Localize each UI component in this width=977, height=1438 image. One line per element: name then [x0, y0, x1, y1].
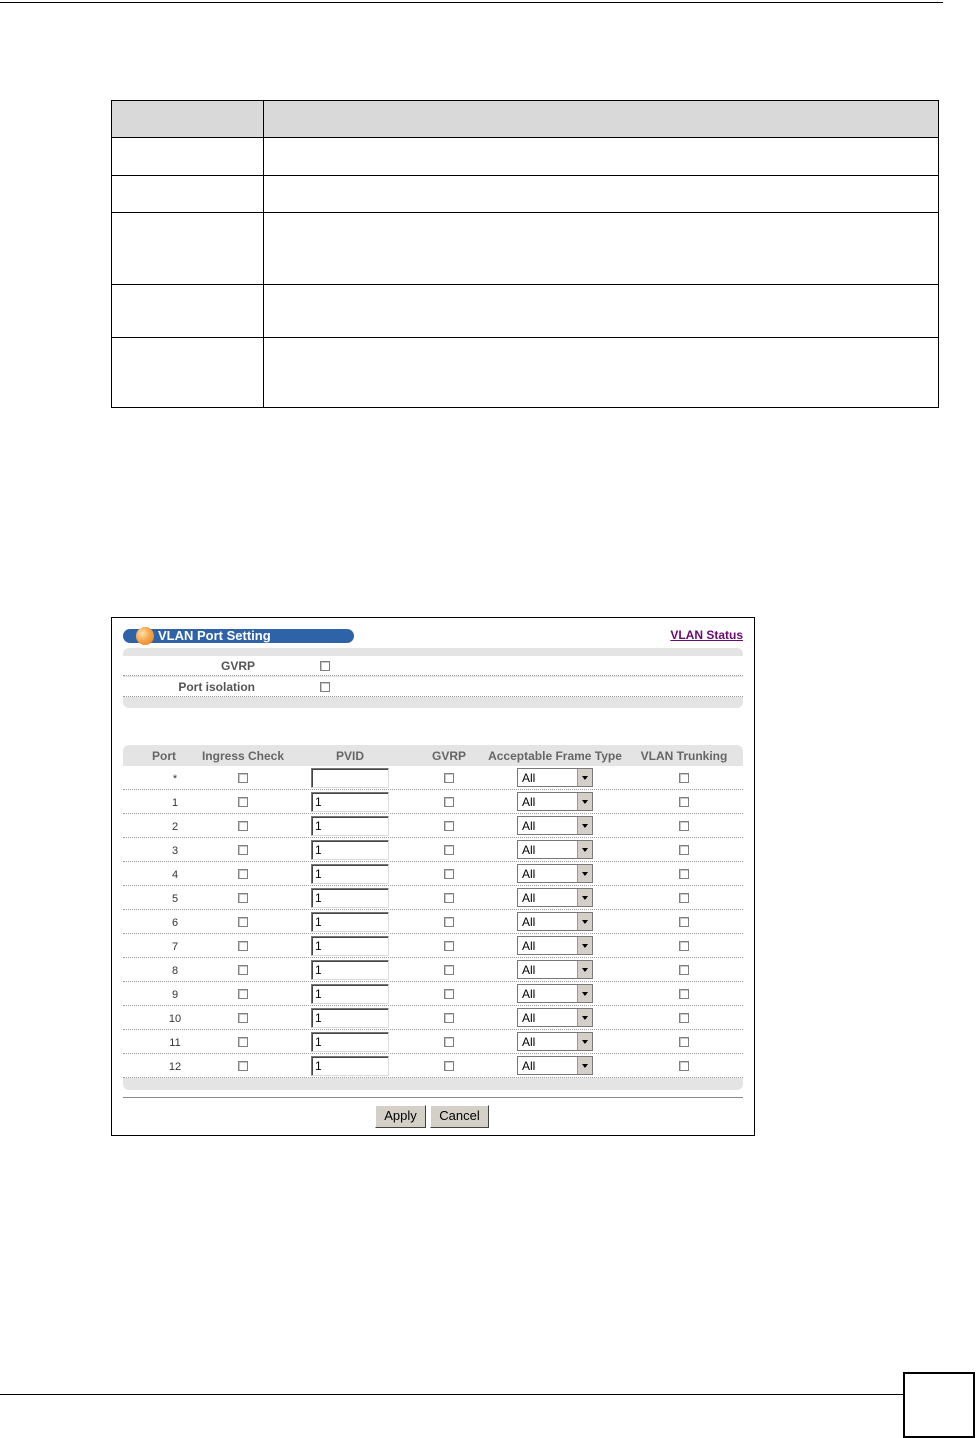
- column-header-vlan-trunking: VLAN Trunking: [640, 749, 728, 763]
- page-number-box: [903, 1372, 975, 1438]
- port-number: 6: [171, 917, 179, 929]
- chevron-down-icon[interactable]: [577, 817, 592, 834]
- port-isolation-label: Port isolation: [178, 680, 255, 694]
- vlan-status-link[interactable]: VLAN Status: [670, 628, 743, 642]
- ingress-check-checkbox[interactable]: [238, 1037, 248, 1047]
- gvrp-port-checkbox[interactable]: [444, 821, 454, 831]
- pvid-input[interactable]: [311, 768, 389, 788]
- vlan-trunking-checkbox[interactable]: [679, 941, 689, 951]
- port-number: 11: [169, 1037, 181, 1049]
- chevron-down-icon[interactable]: [577, 937, 592, 954]
- chevron-down-icon[interactable]: [577, 913, 592, 930]
- pvid-input[interactable]: 1: [311, 840, 389, 860]
- frame-type-select[interactable]: [517, 864, 593, 883]
- table-row: [123, 838, 743, 862]
- vlan-trunking-checkbox[interactable]: [679, 845, 689, 855]
- gvrp-port-checkbox[interactable]: [444, 1061, 454, 1071]
- description-table-column-divider: [263, 101, 264, 407]
- pvid-input[interactable]: 1: [311, 960, 389, 980]
- pvid-input[interactable]: 1: [311, 792, 389, 812]
- frame-type-value: All: [522, 939, 536, 953]
- table-row: [123, 958, 743, 982]
- vlan-trunking-checkbox[interactable]: [679, 917, 689, 927]
- gvrp-port-checkbox[interactable]: [444, 845, 454, 855]
- ingress-check-checkbox[interactable]: [238, 965, 248, 975]
- pvid-input[interactable]: 1: [311, 936, 389, 956]
- pvid-input[interactable]: 1: [311, 864, 389, 884]
- table-row: [123, 766, 743, 790]
- vlan-trunking-checkbox[interactable]: [679, 773, 689, 783]
- frame-type-select[interactable]: [517, 816, 593, 835]
- gvrp-label: GVRP: [220, 659, 255, 673]
- pvid-input[interactable]: 1: [311, 1008, 389, 1028]
- table-row: [123, 1006, 743, 1030]
- vlan-trunking-checkbox[interactable]: [679, 1013, 689, 1023]
- port-number: 7: [171, 941, 179, 953]
- port-number: 10: [168, 1013, 182, 1025]
- pvid-input[interactable]: 1: [311, 816, 389, 836]
- chevron-down-icon[interactable]: [577, 793, 592, 810]
- gvrp-port-checkbox[interactable]: [444, 989, 454, 999]
- frame-type-select[interactable]: [517, 984, 593, 1003]
- vlan-trunking-checkbox[interactable]: [679, 869, 689, 879]
- frame-type-select[interactable]: [517, 912, 593, 931]
- frame-type-value: All: [522, 1059, 536, 1073]
- port-number: 2: [171, 821, 179, 833]
- chevron-down-icon[interactable]: [577, 769, 592, 786]
- ingress-check-checkbox[interactable]: [238, 1061, 248, 1071]
- gvrp-checkbox[interactable]: [320, 661, 330, 671]
- ingress-check-checkbox[interactable]: [238, 797, 248, 807]
- pvid-input[interactable]: 1: [311, 912, 389, 932]
- frame-type-select[interactable]: [517, 768, 593, 787]
- vlan-trunking-checkbox[interactable]: [679, 1037, 689, 1047]
- frame-type-value: All: [522, 795, 536, 809]
- frame-type-select[interactable]: [517, 960, 593, 979]
- gvrp-port-checkbox[interactable]: [444, 1013, 454, 1023]
- description-table: [111, 100, 939, 408]
- frame-type-value: All: [522, 819, 536, 833]
- port-number: 4: [171, 869, 179, 881]
- port-isolation-checkbox[interactable]: [320, 682, 330, 692]
- ingress-check-checkbox[interactable]: [238, 1013, 248, 1023]
- chevron-down-icon[interactable]: [577, 1057, 592, 1074]
- port-number: 8: [171, 965, 179, 977]
- gvrp-port-checkbox[interactable]: [444, 869, 454, 879]
- vlan-port-setting-panel: [111, 617, 755, 1136]
- column-header-gvrp: GVRP: [431, 749, 467, 763]
- button-separator: [123, 1097, 743, 1098]
- chevron-down-icon[interactable]: [577, 961, 592, 978]
- frame-type-select[interactable]: [517, 888, 593, 907]
- cancel-button[interactable]: Cancel: [430, 1105, 489, 1128]
- ingress-check-checkbox[interactable]: [238, 869, 248, 879]
- frame-type-select[interactable]: [517, 1056, 593, 1075]
- description-table-row: [112, 212, 938, 285]
- column-header-ingress-check: Ingress Check: [201, 749, 285, 763]
- page-footer-rule: [0, 1394, 903, 1395]
- description-table-row: [112, 137, 938, 176]
- description-table-row: [112, 175, 938, 213]
- description-table-header: [112, 101, 938, 137]
- page-header-rule: [0, 2, 943, 3]
- ingress-check-checkbox[interactable]: [238, 845, 248, 855]
- table-row: [123, 910, 743, 934]
- table-row: [123, 814, 743, 838]
- ingress-check-checkbox[interactable]: [238, 821, 248, 831]
- gvrp-port-checkbox[interactable]: [444, 797, 454, 807]
- table-row: [123, 1030, 743, 1054]
- title-orb-icon: [136, 627, 154, 645]
- frame-type-value: All: [522, 843, 536, 857]
- vlan-trunking-checkbox[interactable]: [679, 797, 689, 807]
- pvid-input[interactable]: 1: [311, 1056, 389, 1076]
- table-row: [123, 1054, 743, 1078]
- vlan-trunking-checkbox[interactable]: [679, 893, 689, 903]
- frame-type-value: All: [522, 963, 536, 977]
- table-row: [123, 790, 743, 814]
- frame-type-value: All: [522, 771, 536, 785]
- ingress-check-checkbox[interactable]: [238, 773, 248, 783]
- gvrp-port-checkbox[interactable]: [444, 917, 454, 927]
- chevron-down-icon[interactable]: [577, 841, 592, 858]
- gvrp-port-checkbox[interactable]: [444, 773, 454, 783]
- column-header-port: Port: [152, 749, 176, 763]
- frame-type-select[interactable]: [517, 1008, 593, 1027]
- vlan-trunking-checkbox[interactable]: [679, 821, 689, 831]
- vlan-trunking-checkbox[interactable]: [679, 989, 689, 999]
- port-number: 9: [171, 989, 179, 1001]
- gvrp-port-checkbox[interactable]: [444, 1037, 454, 1047]
- column-header-pvid: PVID: [335, 749, 365, 763]
- table-row: [123, 862, 743, 886]
- chevron-down-icon[interactable]: [577, 865, 592, 882]
- description-table-row: [112, 337, 938, 408]
- ingress-check-checkbox[interactable]: [238, 989, 248, 999]
- page-title: VLAN Port Setting: [158, 628, 271, 643]
- frame-type-value: All: [522, 867, 536, 881]
- frame-type-value: All: [522, 987, 536, 1001]
- apply-button[interactable]: Apply: [375, 1105, 426, 1128]
- pvid-input[interactable]: 1: [311, 888, 389, 908]
- gvrp-port-checkbox[interactable]: [444, 965, 454, 975]
- gvrp-setting-row: [123, 656, 743, 676]
- table-row: [123, 934, 743, 958]
- pvid-input[interactable]: 1: [311, 984, 389, 1004]
- port-number: *: [172, 773, 178, 785]
- frame-type-select[interactable]: [517, 792, 593, 811]
- pvid-input[interactable]: 1: [311, 1032, 389, 1052]
- chevron-down-icon[interactable]: [577, 1009, 592, 1026]
- frame-type-select[interactable]: [517, 840, 593, 859]
- table-row: [123, 982, 743, 1006]
- vlan-trunking-checkbox[interactable]: [679, 1061, 689, 1071]
- ingress-check-checkbox[interactable]: [238, 917, 248, 927]
- frame-type-select[interactable]: [517, 936, 593, 955]
- ingress-check-checkbox[interactable]: [238, 893, 248, 903]
- frame-type-value: All: [522, 891, 536, 905]
- column-header-frame-type: Acceptable Frame Type: [488, 749, 622, 763]
- port-isolation-row: [123, 677, 743, 697]
- chevron-down-icon[interactable]: [577, 889, 592, 906]
- description-table-row: [112, 284, 938, 338]
- ingress-check-checkbox[interactable]: [238, 941, 248, 951]
- gvrp-port-checkbox[interactable]: [444, 941, 454, 951]
- port-number: 3: [171, 845, 179, 857]
- port-number: 12: [168, 1061, 182, 1073]
- table-row: [123, 886, 743, 910]
- chevron-down-icon[interactable]: [577, 985, 592, 1002]
- frame-type-value: All: [522, 915, 536, 929]
- gvrp-port-checkbox[interactable]: [444, 893, 454, 903]
- frame-type-value: All: [522, 1035, 536, 1049]
- vlan-trunking-checkbox[interactable]: [679, 965, 689, 975]
- port-number: 5: [171, 893, 179, 905]
- frame-type-value: All: [522, 1011, 536, 1025]
- frame-type-select[interactable]: [517, 1032, 593, 1051]
- chevron-down-icon[interactable]: [577, 1033, 592, 1050]
- port-number: 1: [171, 797, 179, 809]
